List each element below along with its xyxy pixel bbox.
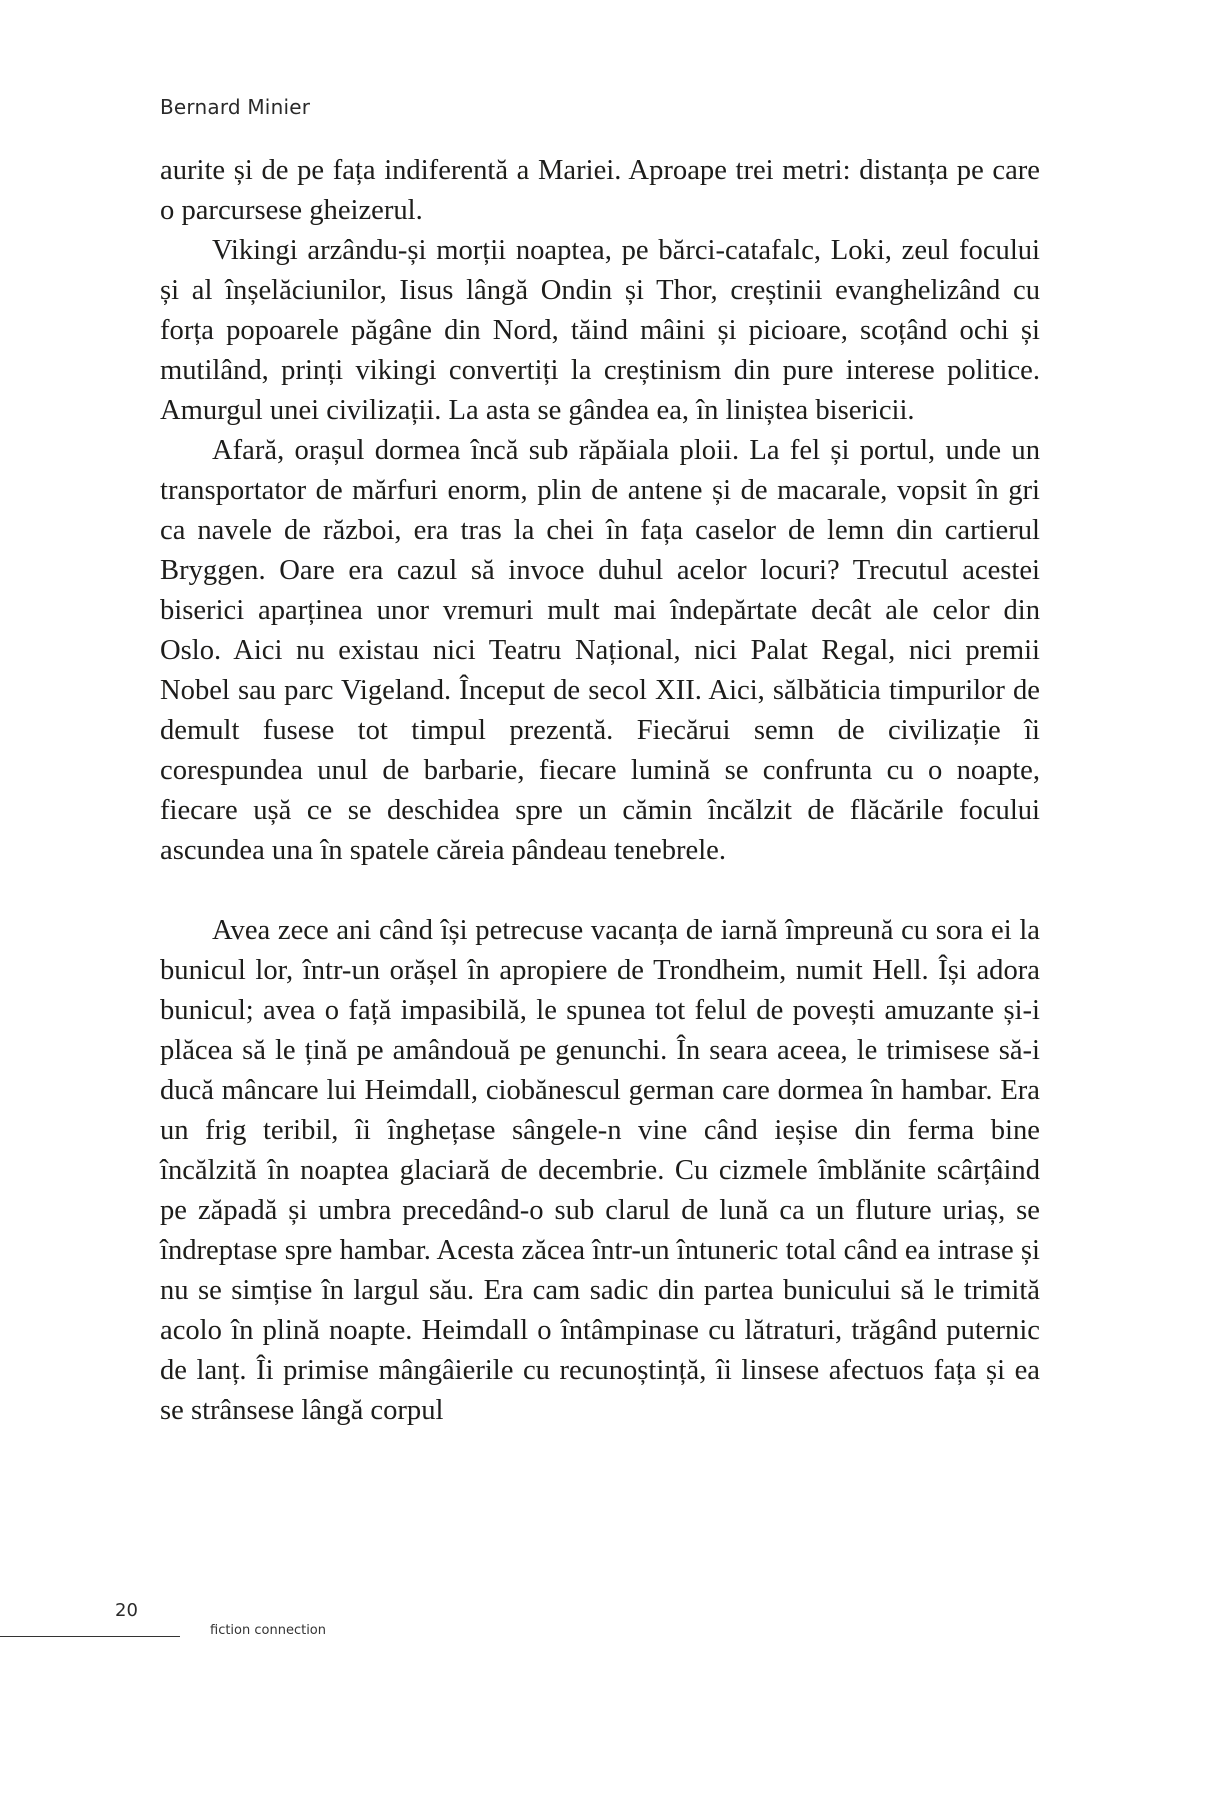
footer-series-label: fiction connection xyxy=(210,1623,326,1638)
paragraph-continuation: aurite și de pe fața indiferentă a Mariei. Aproape trei metri: distanța pe care o parcursese gheizerul. xyxy=(160,155,1040,226)
section-break xyxy=(160,871,1040,911)
footer-divider xyxy=(0,1636,180,1637)
running-head-author: Bernard Minier xyxy=(160,95,311,119)
paragraph: Vikingi arzându-și morții noaptea, pe bărci-catafalc, Loki, zeul focului și al înșelăciunilor, Iisus lângă Ondin și Thor, creștinii evanghelizând cu forța popoarele păgâne din Nord, tăind mâini și picioare, scoțând ochi și mutilând, prinți vikingi convertiți la creștinism din pure interese politice. Amurgul unei civilizații. La asta se gândea ea, în liniștea bisericii. xyxy=(160,235,1040,426)
paragraph: Afară, orașul dormea încă sub răpăiala ploii. La fel și portul, unde un transportator de mărfuri enorm, plin de antene și de macarale, vopsit în gri ca navele de război, era tras la chei în fața caselor de lemn din cartierul Bryggen. Oare era cazul să invoce duhul acelor locuri? Trecutul acestei biserici aparținea unor vremuri mult mai îndepărtate decât ale celor din Oslo. Aici nu existau nici Teatru Național, nici Palat Regal, nici premii Nobel sau parc Vigeland. Început de secol XII. Aici, sălbăticia timpurilor de demult fusese tot timpul prezentă. Fiecărui semn de civilizație îi corespundea unul de barbarie, fiecare lumină se confrunta cu o noapte, fiecare ușă ce se deschidea spre un cămin încălzit de flăcările focului ascundea una în spatele căreia pândeau tenebrele. xyxy=(160,435,1040,866)
page-number: 20 xyxy=(115,1600,138,1621)
body-text xyxy=(160,151,1040,1431)
paragraph: Avea zece ani când își petrecuse vacanța de iarnă împreună cu sora ei la bunicul lor, într-un orășel în apropiere de Trondheim, numit Hell. Își adora bunicul; avea o față impasibilă, le spunea tot felul de povești amuzante și-i plăcea să le țină pe amândouă pe genunchi. În seara aceea, le trimisese să-i ducă mâncare lui Heimdall, ciobănescul german care dormea în hambar. Era un frig teribil, îi înghețase sângele-n vine când ieșise din ferma bine încălzită în noaptea glaciară de decembrie. Cu cizmele îmblănite scârțâind pe zăpadă și umbra precedând-o sub clarul de lună ca un fluture uriaș, se îndreptase spre hambar. Acesta zăcea într-un întuneric total când ea intrase și nu se simțise în largul său. Era cam sadic din partea bunicului să le trimită acolo în plină noapte. Heimdall o întâmpinase cu lătraturi, trăgând puternic de lanț. Îi primise mângâierile cu recunoștință, îi linsese afectuos fața și ea se strânsese lângă corpul xyxy=(160,915,1040,1426)
